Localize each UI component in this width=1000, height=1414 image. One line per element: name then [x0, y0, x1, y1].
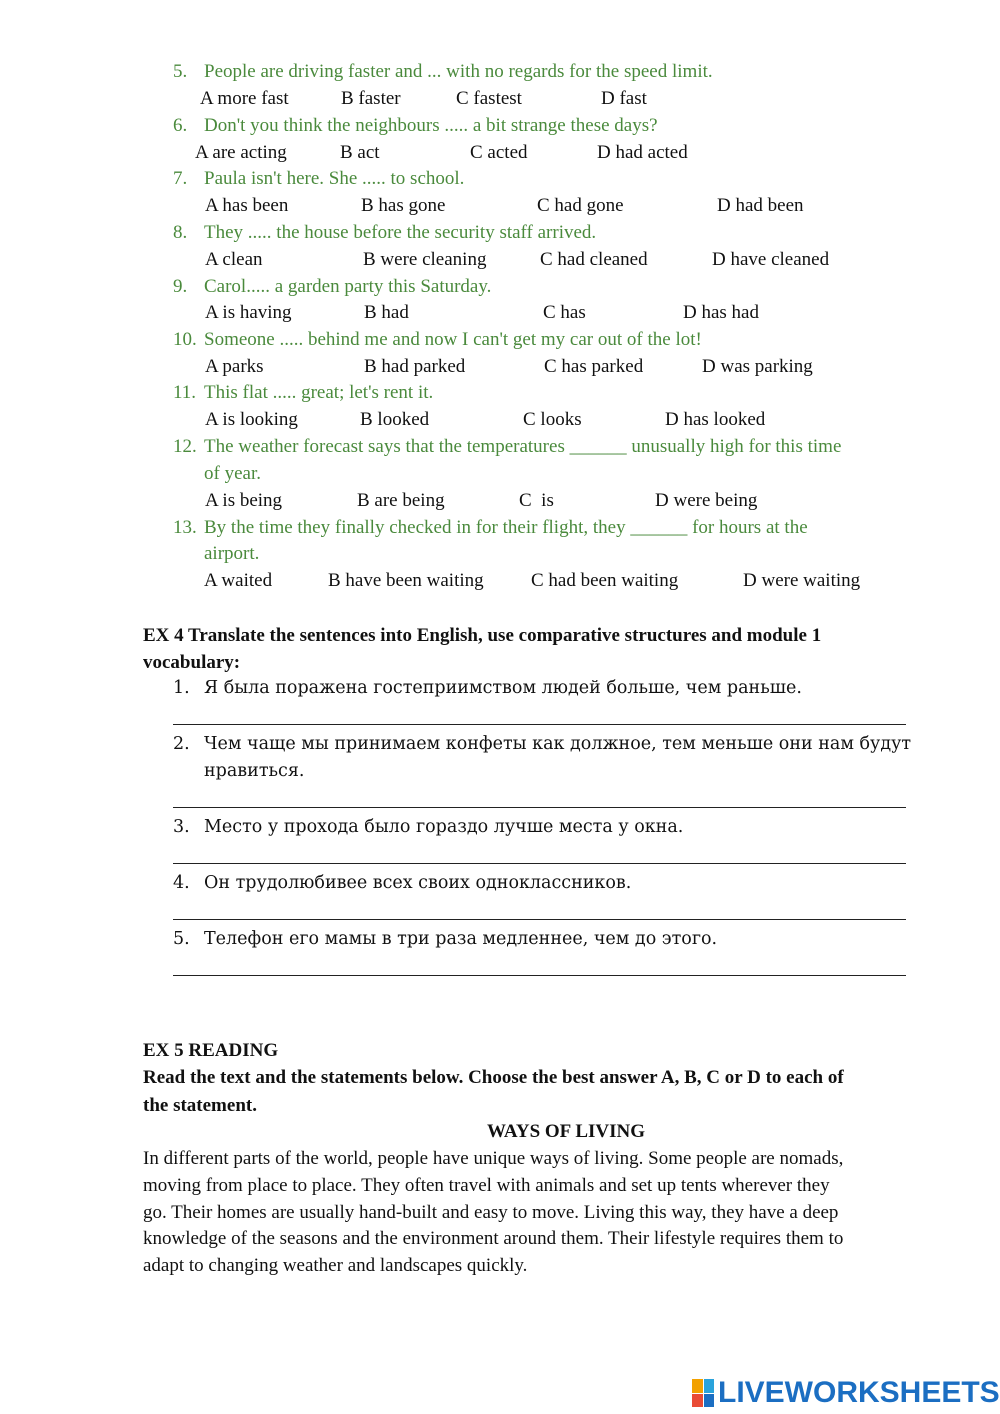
item-text: Место у прохода было гораздо лучше места у окна. [204, 817, 684, 837]
question-text: This flat ..... great; let's rent it. [204, 382, 434, 403]
reading-paragraph-line-2: moving from place to place. They often travel with animals and set up tents wherever they [143, 1175, 830, 1196]
exercise-4-heading-continued: vocabulary: [143, 652, 241, 673]
reading-paragraph-line-1: In different parts of the world, people have unique ways of living. Some people are nomads, [143, 1148, 844, 1169]
item-number: 2. [173, 734, 190, 754]
question-6 [173, 115, 658, 136]
question-text: Paula isn't here. She ..... to school. [204, 168, 465, 189]
question-12-continued: of year. [204, 463, 261, 484]
question-13-continued: airport. [204, 543, 260, 564]
option-a[interactable]: A is looking [205, 409, 298, 430]
option-c[interactable]: C looks [523, 409, 582, 430]
option-a[interactable]: A is being [205, 490, 283, 511]
question-text: People are driving faster and ... with no regards for the speed limit. [204, 61, 713, 82]
option-d[interactable]: D had been [717, 195, 804, 216]
question-number: 11. [173, 382, 197, 403]
item-number: 4. [173, 873, 190, 893]
translate-item-1 [173, 678, 802, 698]
translate-item-2 [173, 734, 912, 754]
liveworksheets-logo-icon [692, 1379, 714, 1407]
question-number: 9. [173, 276, 188, 297]
item-number: 3. [173, 817, 190, 837]
item-text: Телефон его мамы в три раза медленнее, чем до этого. [204, 929, 718, 949]
option-d[interactable]: D has had [683, 302, 759, 323]
item-number: 1. [173, 678, 190, 698]
option-c[interactable]: C fastest [456, 88, 522, 109]
option-b[interactable]: B have been waiting [328, 570, 484, 591]
option-c[interactable]: C is [519, 490, 554, 511]
reading-paragraph-line-3: go. Their homes are usually hand-built and easy to move. Living this way, they have a deep [143, 1202, 839, 1223]
answer-line-4[interactable] [173, 919, 906, 920]
question-5 [173, 61, 713, 82]
question-number: 7. [173, 168, 188, 189]
question-13 [173, 517, 808, 538]
translate-item-2-continued: нравиться. [204, 761, 305, 781]
question-number: 12. [173, 436, 197, 457]
option-a[interactable]: A clean [205, 249, 263, 270]
question-11 [173, 382, 434, 403]
item-number: 5. [173, 929, 190, 949]
option-c[interactable]: C had been waiting [531, 570, 679, 591]
question-number: 5. [173, 61, 188, 82]
option-a[interactable]: A is having [205, 302, 292, 323]
exercise-4-heading: EX 4 Translate the sentences into English, use comparative structures and module 1 [143, 625, 822, 646]
question-text-line-1: The weather forecast says that the temperatures ______ unusually high for this time [204, 436, 842, 457]
question-number: 10. [173, 329, 197, 350]
option-b[interactable]: B had parked [364, 356, 466, 377]
question-number: 8. [173, 222, 188, 243]
question-8 [173, 222, 597, 243]
question-text: Carol..... a garden party this Saturday. [204, 276, 492, 297]
option-b[interactable]: B had [364, 302, 409, 323]
option-a[interactable]: A has been [205, 195, 289, 216]
question-7 [173, 168, 465, 189]
option-c[interactable]: C has parked [544, 356, 644, 377]
option-c[interactable]: C has [543, 302, 586, 323]
translate-item-3 [173, 817, 684, 837]
option-b[interactable]: B looked [360, 409, 430, 430]
answer-line-3[interactable] [173, 863, 906, 864]
option-a[interactable]: A waited [204, 570, 273, 591]
option-d[interactable]: D were waiting [743, 570, 861, 591]
option-d[interactable]: D had acted [597, 142, 688, 163]
option-d[interactable]: D has looked [665, 409, 766, 430]
exercise-5-heading: EX 5 READING [143, 1040, 279, 1061]
question-number: 6. [173, 115, 188, 136]
option-c[interactable]: C had cleaned [540, 249, 648, 270]
translate-item-5 [173, 929, 718, 949]
question-12 [173, 436, 842, 457]
option-a[interactable]: A more fast [200, 88, 289, 109]
exercise-5-instruction: Read the text and the statements below. Choose the best answer A, B, C or D to each of [143, 1067, 844, 1088]
question-text: Don't you think the neighbours ..... a bit strange these days? [204, 115, 658, 136]
option-b[interactable]: B were cleaning [363, 249, 487, 270]
item-text: Он трудолюбивее всех своих одноклассников. [204, 873, 632, 893]
item-text: Чем чаще мы принимаем конфеты как должное, тем меньше они нам будут [204, 734, 912, 754]
option-d[interactable]: D was parking [702, 356, 813, 377]
answer-line-5[interactable] [173, 975, 906, 976]
option-d[interactable]: D have cleaned [712, 249, 830, 270]
option-c[interactable]: C acted [470, 142, 528, 163]
option-a[interactable]: A are acting [195, 142, 287, 163]
reading-title: WAYS OF LIVING [486, 1121, 646, 1142]
option-b[interactable]: B faster [341, 88, 401, 109]
reading-paragraph-line-5: adapt to changing weather and landscapes quickly. [143, 1255, 528, 1276]
exercise-5-instruction-continued: the statement. [143, 1095, 257, 1116]
item-text: Я была поражена гостеприимством людей больше, чем раньше. [204, 678, 802, 698]
option-b[interactable]: B are being [357, 490, 445, 511]
option-b[interactable]: B act [340, 142, 380, 163]
option-a[interactable]: A parks [205, 356, 264, 377]
liveworksheets-logo[interactable] [692, 1376, 1000, 1410]
option-d[interactable]: D were being [655, 490, 758, 511]
question-9 [173, 276, 492, 297]
translate-item-4 [173, 873, 632, 893]
option-d[interactable]: D fast [601, 88, 647, 109]
logo-text: LIVEWORKSHEETS [718, 1376, 1000, 1409]
question-text: Someone ..... behind me and now I can't get my car out of the lot! [204, 329, 702, 350]
question-10 [173, 329, 702, 350]
answer-line-2[interactable] [173, 807, 906, 808]
question-number: 13. [173, 517, 197, 538]
question-text: They ..... the house before the security staff arrived. [204, 222, 597, 243]
option-b[interactable]: B has gone [361, 195, 446, 216]
option-c[interactable]: C had gone [537, 195, 624, 216]
answer-line-1[interactable] [173, 724, 906, 725]
reading-paragraph-line-4: knowledge of the seasons and the environment around them. Their lifestyle requires them to [143, 1228, 844, 1249]
question-text-line-1: By the time they finally checked in for their flight, they ______ for hours at the [204, 517, 808, 538]
